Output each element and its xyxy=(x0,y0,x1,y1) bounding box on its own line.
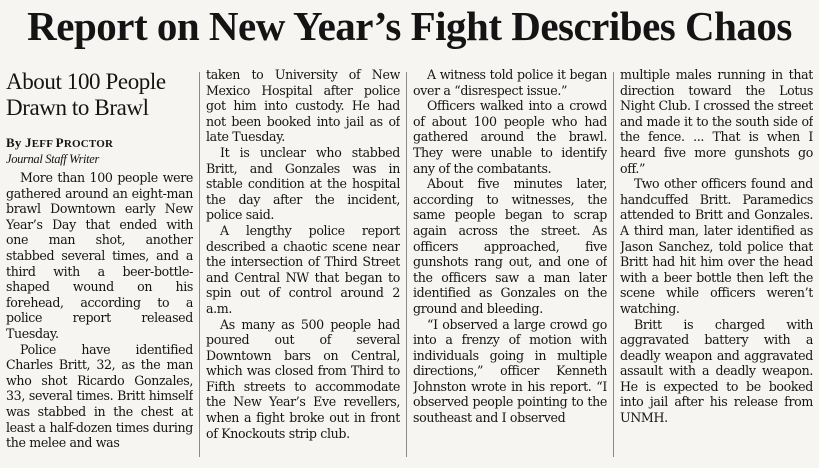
byline-last-initial: P xyxy=(55,135,64,150)
byline-first-rest: EFF xyxy=(31,138,56,150)
column-2 xyxy=(206,67,400,462)
paragraph: Two other officers found and handcuffed Britt. Paramedics attended to Britt and Gonzales. A third man, later identified as Jason Sanchez, told police that Britt had hit him over the head with a beer bottle then left the scene while officers weren’t watching. xyxy=(620,176,813,316)
column-rule xyxy=(613,72,614,457)
paragraph: Police have identified Charles Britt, 32, as the man who shot Ricardo Gonzales, 33, several times. Britt himself was stabbed in the chest at least a half-dozen times during the melee and was xyxy=(6,341,193,451)
paragraph: More than 100 people were gathered around an eight-man brawl Downtown early New Year’s Day that ended with one man shot, another stabbed several times, and a third with a beer-bottle-shaped wound on his forehead, according to a police report released Tuesday. xyxy=(6,170,193,341)
paragraph-continued: multiple males running in that direction toward the Lotus Night Club. I crossed the street and made it to the south side of the fence. ... That is when I heard five more gunshots go off.” xyxy=(620,67,813,176)
deck-headline: About 100 People Drawn to Brawl xyxy=(6,69,166,120)
column-rule xyxy=(406,72,407,457)
paragraph: It is unclear who stabbed Britt, and Gonzales was in stable condition at the hospital the day after the incident, police said. xyxy=(206,144,400,223)
byline-last-rest: ROCTOR xyxy=(63,138,114,150)
paragraph: As many as 500 people had poured out of several Downtown bars on Central, which was closed from Third to Fifth streets to accommodate the New Year’s Eve revellers, when a fight broke out in front of Knockouts strip club. xyxy=(206,316,400,441)
paragraph-continued: taken to University of New Mexico Hospital after police got him into custody. He had not been booked into jail as of late Tuesday. xyxy=(206,67,400,145)
paragraph: A lengthy police report described a chaotic scene near the intersection of Third Street and Central NW that began to spin out of control around 2 a.m. xyxy=(206,222,400,316)
byline xyxy=(6,135,193,152)
column-4 xyxy=(620,67,813,462)
byline-first-initial: J xyxy=(25,135,32,150)
paragraph: About five minutes later, according to witnesses, the same people began to scrap again across the street. As officers approached, five gunshots rang out, and one of the officers saw a man later identified as Gonzales on the ground and bleeding. xyxy=(413,176,607,316)
byline-title: Journal Staff Writer xyxy=(6,152,100,166)
paragraph: “I observed a large crowd go into a frenzy of motion with individuals going in multiple directions,” officer Kenneth Johnston wrote in his report. “I observed people pointing to the southeast and I observed xyxy=(413,316,607,426)
paragraph: A witness told police it began over a “disrespect issue.” xyxy=(413,67,607,98)
paragraph: Officers walked into a crowd of about 100 people who had gathered around the brawl. They were unable to identify any of the combatants. xyxy=(413,98,607,176)
byline-prefix: By xyxy=(6,135,26,150)
paragraph: Britt is charged with aggravated battery with a deadly weapon and aggravated assault with a deadly weapon. He is expected to be booked into jail after his release from UNMH. xyxy=(620,316,813,426)
column-3 xyxy=(413,67,607,462)
column-1 xyxy=(6,67,193,462)
headline: Report on New Year’s Fight Describes Chaos xyxy=(27,3,792,49)
column-rule xyxy=(199,72,200,457)
